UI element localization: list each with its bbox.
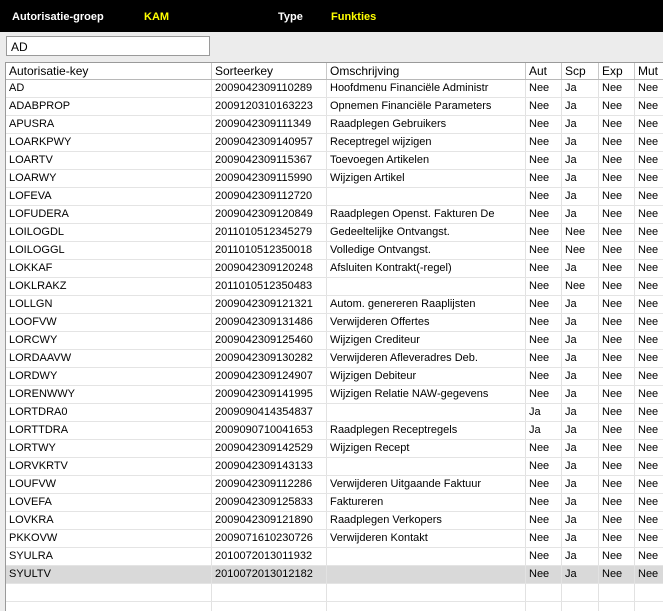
aut-cell: Nee: [526, 350, 562, 367]
key-cell: ADABPROP: [6, 98, 212, 115]
aut-cell: Nee: [526, 476, 562, 493]
exp-cell: Nee: [599, 494, 635, 511]
exp-cell: Nee: [599, 458, 635, 475]
table-row[interactable]: [6, 98, 663, 116]
table-row[interactable]: [6, 206, 663, 224]
description-cell: [327, 566, 526, 583]
key-cell: LORENWWY: [6, 386, 212, 403]
scp-cell: Ja: [562, 134, 599, 151]
sortkey-cell: 2009042309142529: [212, 440, 327, 457]
scp-cell: Nee: [562, 242, 599, 259]
description-cell: Raadplegen Receptregels: [327, 422, 526, 439]
sortkey-cell: 2009042309140957: [212, 134, 327, 151]
mut-cell: Nee: [635, 134, 663, 151]
key-cell: LOILOGDL: [6, 224, 212, 241]
scp-cell: Ja: [562, 188, 599, 205]
exp-cell: Nee: [599, 404, 635, 421]
key-cell: SYULTV: [6, 566, 212, 583]
table-row[interactable]: [6, 368, 663, 386]
sortkey-cell: 2009042309141995: [212, 386, 327, 403]
scp-cell: Ja: [562, 422, 599, 439]
table-row[interactable]: [6, 80, 663, 98]
description-cell: Hoofdmenu Financiële Administr: [327, 80, 526, 97]
exp-cell: Nee: [599, 548, 635, 565]
description-cell: [327, 404, 526, 421]
scp-cell: Ja: [562, 386, 599, 403]
mut-cell: Nee: [635, 422, 663, 439]
aut-cell: Nee: [526, 386, 562, 403]
description-cell: Verwijderen Kontakt: [327, 530, 526, 547]
sortkey-cell: 2009042309125460: [212, 332, 327, 349]
empty-cell: [526, 584, 562, 601]
key-cell: LORTDRA0: [6, 404, 212, 421]
sortkey-cell: 2011010512350483: [212, 278, 327, 295]
key-cell: LOVEFA: [6, 494, 212, 511]
mut-cell: Nee: [635, 278, 663, 295]
key-cell: LORDAAVW: [6, 350, 212, 367]
aut-cell: Nee: [526, 224, 562, 241]
aut-cell: Nee: [526, 170, 562, 187]
aut-cell: Nee: [526, 116, 562, 133]
key-cell: LOKLRAKZ: [6, 278, 212, 295]
empty-cell: [599, 584, 635, 601]
key-cell: LOUFVW: [6, 476, 212, 493]
sortkey-cell: 2009042309121321: [212, 296, 327, 313]
mut-cell: Nee: [635, 188, 663, 205]
group-label: Autorisatie-groep: [12, 11, 104, 23]
sortkey-cell: 2011010512345279: [212, 224, 327, 241]
column-header-sorteerkey[interactable]: Sorteerkey: [212, 63, 327, 79]
aut-cell: Ja: [526, 404, 562, 421]
aut-cell: Nee: [526, 134, 562, 151]
empty-cell: [327, 584, 526, 601]
column-header-aut[interactable]: Aut: [526, 63, 562, 79]
scp-cell: Ja: [562, 170, 599, 187]
aut-cell: Nee: [526, 278, 562, 295]
description-cell: Verwijderen Offertes: [327, 314, 526, 331]
table-row[interactable]: [6, 260, 663, 278]
mut-cell: Nee: [635, 458, 663, 475]
type-label: Type: [278, 11, 303, 23]
mut-cell: Nee: [635, 440, 663, 457]
key-cell: LOVKRA: [6, 512, 212, 529]
table-row[interactable]: [6, 386, 663, 404]
exp-cell: Nee: [599, 152, 635, 169]
mut-cell: Nee: [635, 314, 663, 331]
description-cell: Verwijderen Afleveradres Deb.: [327, 350, 526, 367]
mut-cell: Nee: [635, 404, 663, 421]
key-cell: SYULRA: [6, 548, 212, 565]
scp-cell: Nee: [562, 278, 599, 295]
description-cell: [327, 548, 526, 565]
mut-cell: Nee: [635, 566, 663, 583]
key-cell: LOILOGGL: [6, 242, 212, 259]
aut-cell: Nee: [526, 440, 562, 457]
aut-cell: Nee: [526, 458, 562, 475]
mut-cell: Nee: [635, 116, 663, 133]
key-cell: LORCWY: [6, 332, 212, 349]
sortkey-cell: 2009042309112286: [212, 476, 327, 493]
key-cell: LORTTDRA: [6, 422, 212, 439]
scp-cell: Ja: [562, 368, 599, 385]
table-row[interactable]: [6, 278, 663, 296]
mut-cell: Nee: [635, 350, 663, 367]
mut-cell: Nee: [635, 80, 663, 97]
mut-cell: Nee: [635, 476, 663, 493]
exp-cell: Nee: [599, 332, 635, 349]
key-cell: LORDWY: [6, 368, 212, 385]
sortkey-cell: 2009042309112720: [212, 188, 327, 205]
aut-cell: Nee: [526, 296, 562, 313]
scp-cell: Ja: [562, 458, 599, 475]
aut-cell: Nee: [526, 152, 562, 169]
table-header: [6, 63, 663, 80]
aut-cell: Nee: [526, 188, 562, 205]
key-cell: LOARTV: [6, 152, 212, 169]
description-cell: Raadplegen Verkopers: [327, 512, 526, 529]
aut-cell: Nee: [526, 332, 562, 349]
exp-cell: Nee: [599, 422, 635, 439]
exp-cell: Nee: [599, 206, 635, 223]
description-cell: Wijzigen Recept: [327, 440, 526, 457]
sortkey-cell: 2009042309143133: [212, 458, 327, 475]
authorization-table: [5, 62, 663, 611]
description-cell: [327, 458, 526, 475]
mut-cell: Nee: [635, 386, 663, 403]
description-cell: Wijzigen Crediteur: [327, 332, 526, 349]
mut-cell: Nee: [635, 530, 663, 547]
mut-cell: Nee: [635, 98, 663, 115]
description-cell: Autom. genereren Raaplijsten: [327, 296, 526, 313]
exp-cell: Nee: [599, 224, 635, 241]
column-header-scp[interactable]: Scp: [562, 63, 599, 79]
exp-cell: Nee: [599, 296, 635, 313]
aut-cell: Nee: [526, 242, 562, 259]
key-cell: PKKOVW: [6, 530, 212, 547]
sortkey-cell: 2009090710041653: [212, 422, 327, 439]
aut-cell: Nee: [526, 494, 562, 511]
sortkey-cell: 2009042309124907: [212, 368, 327, 385]
empty-row: [6, 584, 663, 602]
exp-cell: Nee: [599, 440, 635, 457]
description-cell: Opnemen Financiële Parameters: [327, 98, 526, 115]
exp-cell: Nee: [599, 314, 635, 331]
aut-cell: Nee: [526, 314, 562, 331]
table-row[interactable]: [6, 242, 663, 260]
scp-cell: Ja: [562, 260, 599, 277]
aut-cell: Nee: [526, 566, 562, 583]
scp-cell: Ja: [562, 350, 599, 367]
type-value: Funkties: [331, 11, 377, 23]
scp-cell: Ja: [562, 206, 599, 223]
key-cell: LOKKAF: [6, 260, 212, 277]
table-row[interactable]: [6, 296, 663, 314]
key-cell: LOFUDERA: [6, 206, 212, 223]
key-cell: APUSRA: [6, 116, 212, 133]
key-cell: LORTWY: [6, 440, 212, 457]
table-row[interactable]: [6, 134, 663, 152]
empty-cell: [562, 584, 599, 601]
table-row[interactable]: [6, 476, 663, 494]
sortkey-cell: 2009042309120849: [212, 206, 327, 223]
top-bar: [0, 0, 663, 32]
empty-cell: [635, 584, 663, 601]
exp-cell: Nee: [599, 512, 635, 529]
scp-cell: Ja: [562, 314, 599, 331]
exp-cell: Nee: [599, 98, 635, 115]
sortkey-cell: 2010072013011932: [212, 548, 327, 565]
column-header-autorisatie-key[interactable]: Autorisatie-key: [6, 63, 212, 79]
mut-cell: Nee: [635, 368, 663, 385]
sortkey-cell: 2009042309125833: [212, 494, 327, 511]
table-row[interactable]: [6, 152, 663, 170]
scp-cell: Ja: [562, 530, 599, 547]
exp-cell: Nee: [599, 566, 635, 583]
key-cell: LOLLGN: [6, 296, 212, 313]
mut-cell: Nee: [635, 242, 663, 259]
table-row[interactable]: [6, 530, 663, 548]
aut-cell: Ja: [526, 422, 562, 439]
exp-cell: Nee: [599, 260, 635, 277]
exp-cell: Nee: [599, 368, 635, 385]
scp-cell: Ja: [562, 476, 599, 493]
sortkey-cell: 2009120310163223: [212, 98, 327, 115]
description-cell: Afsluiten Kontrakt(-regel): [327, 260, 526, 277]
sortkey-cell: 2010072013012182: [212, 566, 327, 583]
table-row[interactable]: [6, 458, 663, 476]
exp-cell: Nee: [599, 134, 635, 151]
mut-cell: Nee: [635, 152, 663, 169]
description-cell: Wijzigen Debiteur: [327, 368, 526, 385]
mut-cell: Nee: [635, 512, 663, 529]
table-row[interactable]: [6, 170, 663, 188]
sortkey-cell: 2009042309120248: [212, 260, 327, 277]
key-cell: LORVKRTV: [6, 458, 212, 475]
aut-cell: Nee: [526, 80, 562, 97]
exp-cell: Nee: [599, 170, 635, 187]
table-row[interactable]: [6, 350, 663, 368]
sortkey-cell: 2009042309111349: [212, 116, 327, 133]
key-cell: LOARKPWY: [6, 134, 212, 151]
scp-cell: Ja: [562, 440, 599, 457]
table-row[interactable]: [6, 512, 663, 530]
description-cell: [327, 278, 526, 295]
exp-cell: Nee: [599, 188, 635, 205]
sortkey-cell: 2009090414354837: [212, 404, 327, 421]
scp-cell: Ja: [562, 296, 599, 313]
table-row[interactable]: [6, 116, 663, 134]
description-cell: Raadplegen Gebruikers: [327, 116, 526, 133]
exp-cell: Nee: [599, 80, 635, 97]
table-row[interactable]: [6, 188, 663, 206]
scp-cell: Ja: [562, 152, 599, 169]
aut-cell: Nee: [526, 530, 562, 547]
scp-cell: Ja: [562, 332, 599, 349]
table-row[interactable]: [6, 566, 663, 584]
mut-cell: Nee: [635, 296, 663, 313]
description-cell: Wijzigen Relatie NAW-gegevens: [327, 386, 526, 403]
description-cell: Volledige Ontvangst.: [327, 242, 526, 259]
aut-cell: Nee: [526, 260, 562, 277]
scp-cell: Ja: [562, 566, 599, 583]
scp-cell: Ja: [562, 98, 599, 115]
description-cell: Wijzigen Artikel: [327, 170, 526, 187]
exp-cell: Nee: [599, 350, 635, 367]
exp-cell: Nee: [599, 278, 635, 295]
sortkey-cell: 2009042309131486: [212, 314, 327, 331]
sortkey-cell: 2009042309110289: [212, 80, 327, 97]
sortkey-cell: 2009042309130282: [212, 350, 327, 367]
table-row[interactable]: [6, 404, 663, 422]
aut-cell: Nee: [526, 548, 562, 565]
column-header-omschrijving[interactable]: Omschrijving: [327, 63, 526, 79]
key-cell: LOARWY: [6, 170, 212, 187]
description-cell: Receptregel wijzigen: [327, 134, 526, 151]
sortkey-cell: 2011010512350018: [212, 242, 327, 259]
mut-cell: Nee: [635, 548, 663, 565]
aut-cell: Nee: [526, 368, 562, 385]
table-row[interactable]: [6, 494, 663, 512]
column-header-mut[interactable]: Mut: [635, 63, 663, 79]
scp-cell: Ja: [562, 80, 599, 97]
key-cell: LOFEVA: [6, 188, 212, 205]
exp-cell: Nee: [599, 386, 635, 403]
aut-cell: Nee: [526, 98, 562, 115]
mut-cell: Nee: [635, 170, 663, 187]
table-body: [6, 80, 663, 611]
description-cell: Verwijderen Uitgaande Faktuur: [327, 476, 526, 493]
description-cell: Faktureren: [327, 494, 526, 511]
key-cell: AD: [6, 80, 212, 97]
table-row[interactable]: [6, 548, 663, 566]
sortkey-cell: 2009042309121890: [212, 512, 327, 529]
scp-cell: Nee: [562, 224, 599, 241]
table-row[interactable]: [6, 314, 663, 332]
mut-cell: Nee: [635, 494, 663, 511]
sortkey-cell: 2009071610230726: [212, 530, 327, 547]
key-cell: LOOFVW: [6, 314, 212, 331]
description-cell: Raadplegen Openst. Fakturen De: [327, 206, 526, 223]
aut-cell: Nee: [526, 512, 562, 529]
empty-cell: [212, 584, 327, 601]
table-row[interactable]: [6, 440, 663, 458]
exp-cell: Nee: [599, 116, 635, 133]
table-row[interactable]: [6, 332, 663, 350]
filter-input[interactable]: AD: [6, 36, 210, 56]
scp-cell: Ja: [562, 494, 599, 511]
description-cell: Gedeeltelijke Ontvangst.: [327, 224, 526, 241]
exp-cell: Nee: [599, 530, 635, 547]
exp-cell: Nee: [599, 242, 635, 259]
description-cell: [327, 188, 526, 205]
exp-cell: Nee: [599, 476, 635, 493]
table-row[interactable]: [6, 224, 663, 242]
mut-cell: Nee: [635, 260, 663, 277]
scp-cell: Ja: [562, 548, 599, 565]
scp-cell: Ja: [562, 512, 599, 529]
mut-cell: Nee: [635, 332, 663, 349]
sortkey-cell: 2009042309115367: [212, 152, 327, 169]
group-value: KAM: [144, 11, 170, 23]
mut-cell: Nee: [635, 224, 663, 241]
empty-cell: [6, 584, 212, 601]
sortkey-cell: 2009042309115990: [212, 170, 327, 187]
mut-cell: Nee: [635, 206, 663, 223]
aut-cell: Nee: [526, 206, 562, 223]
scp-cell: Ja: [562, 116, 599, 133]
scp-cell: Ja: [562, 404, 599, 421]
column-header-exp[interactable]: Exp: [599, 63, 635, 79]
description-cell: Toevoegen Artikelen: [327, 152, 526, 169]
table-row[interactable]: [6, 422, 663, 440]
